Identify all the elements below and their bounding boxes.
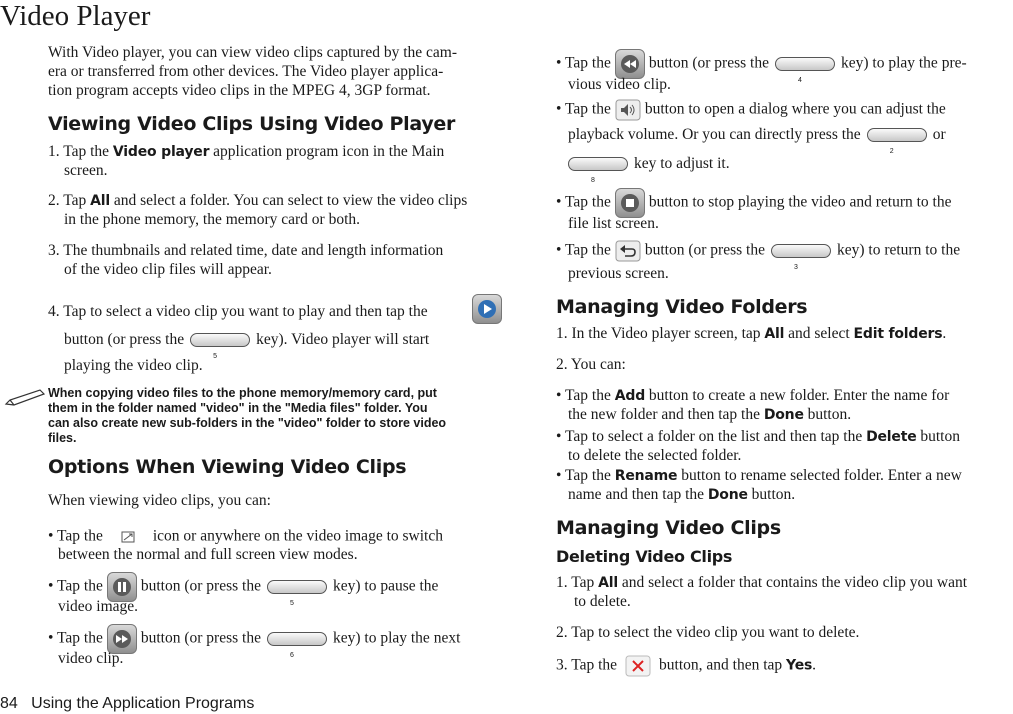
c1-pre: 1. Tap xyxy=(556,574,599,591)
page-number: 84 xyxy=(0,695,18,712)
fr-bold: Rename xyxy=(614,468,678,484)
fr2-bold: Done xyxy=(707,487,748,503)
fa2-bold: Done xyxy=(763,407,804,423)
r3-pre: • Tap the xyxy=(556,193,611,211)
key-label: 5 xyxy=(213,353,218,361)
r2-line3-post: key to adjust it. xyxy=(634,155,730,172)
key-8-icon xyxy=(568,157,628,185)
key-label: 2 xyxy=(889,148,894,156)
fd-bold: Delete xyxy=(866,429,917,445)
option-return xyxy=(556,240,961,271)
volume-icon xyxy=(615,99,641,121)
fr-post: button to rename selected folder. Enter a new xyxy=(677,467,962,484)
clips-step-1 xyxy=(556,573,967,593)
fa-bold: Add xyxy=(614,388,646,404)
note-line-1: When copying video files to the phone memory/memory card, put xyxy=(48,386,437,400)
step-3-line1: 3. The thumbnails and related time, date and length information xyxy=(48,242,444,259)
fa2-post: button. xyxy=(803,406,852,423)
key-5-icon xyxy=(267,580,327,607)
c3-end: . xyxy=(812,656,817,674)
f1-b1: All xyxy=(764,326,785,342)
intro-line-2: era or transferred from other devices. The Video player applica- xyxy=(48,63,444,80)
clips-step-2: 2. Tap to select the video clip you want to delete. xyxy=(556,624,860,641)
key-3-icon xyxy=(771,244,831,271)
fr2-pre: name and then tap the xyxy=(568,486,708,503)
fa-pre: • Tap the xyxy=(556,387,615,404)
option-return-line2: previous screen. xyxy=(568,265,669,282)
c1-bold: All xyxy=(598,575,618,591)
step-4-pre: button (or press the xyxy=(64,331,185,348)
folders-delete xyxy=(556,427,960,447)
step-2-post: and select a folder. You can select to view the video clips xyxy=(109,192,468,209)
folders-rename-line2 xyxy=(568,485,795,505)
step-4-line3: playing the video clip. xyxy=(64,357,203,374)
intro-line-3: tion program accepts video clips in the MPEG 4, 3GP format. xyxy=(48,82,431,99)
option-fullscreen-line2: between the normal and full screen view modes. xyxy=(58,546,358,563)
r4-post: key) to return to the xyxy=(836,241,961,259)
r1-pre: • Tap the xyxy=(556,54,611,72)
c1-post: and select a folder that contains the video clip you want xyxy=(617,574,968,591)
r1-mid: button (or press the xyxy=(648,54,769,72)
section-heading-options: Options When Viewing Video Clips xyxy=(48,456,407,478)
subheading-deleting: Deleting Video Clips xyxy=(556,547,733,566)
folders-rename xyxy=(556,466,962,486)
step-1-line2: screen. xyxy=(64,162,108,179)
opt3-post: key) to play the next xyxy=(332,629,461,647)
c3-pre: 3. Tap the xyxy=(556,656,618,674)
note-pencil-icon xyxy=(4,388,46,408)
r1-post: key) to play the pre- xyxy=(840,54,967,72)
intro-line-1: With Video player, you can view video clips captured by the cam- xyxy=(48,44,458,61)
play-icon xyxy=(472,294,502,324)
fa-post: button to create a new folder. Enter the name for xyxy=(645,387,950,404)
footer-text: Using the Application Programs xyxy=(31,695,255,712)
key-label: 6 xyxy=(289,652,294,659)
folders-add xyxy=(556,386,949,406)
step-1-bold: Video player xyxy=(112,144,210,160)
note-line-3: can also create new sub-folders in the "video" folder to store video xyxy=(48,416,447,430)
option-pause-line2: video image. xyxy=(58,598,139,615)
folders-step-1 xyxy=(556,324,946,344)
key-label: 8 xyxy=(591,177,595,185)
step-1 xyxy=(48,142,444,162)
r2-post: button to open a dialog where you can adjust the xyxy=(644,100,946,118)
page-footer xyxy=(0,695,254,713)
c3-bold: Yes xyxy=(786,657,813,674)
clips-step-1-line2: to delete. xyxy=(574,593,631,610)
note-line-2: them in the folder named "video" in the "Media files" folder. You xyxy=(48,401,428,415)
r3-post: button to stop playing the video and return to the xyxy=(648,193,952,211)
opt3-mid: button (or press the xyxy=(140,629,261,647)
r4-pre: • Tap the xyxy=(556,241,611,259)
fd-post: button xyxy=(916,428,960,445)
section-heading-clips: Managing Video Clips xyxy=(556,517,781,539)
key-6-icon xyxy=(267,632,327,659)
key-label: 4 xyxy=(797,77,802,84)
step-3-line2: of the video clip files will appear. xyxy=(64,261,272,278)
c3-mid: button, and then tap xyxy=(659,656,787,674)
key-label: 3 xyxy=(793,264,798,271)
f1-b2: Edit folders xyxy=(853,326,943,342)
option-next-line2: video clip. xyxy=(58,650,124,667)
key-label: 5 xyxy=(289,600,294,607)
step-4-post: key). Video player will start xyxy=(256,331,430,348)
f1-mid: and select xyxy=(784,325,854,342)
fr2-post: button. xyxy=(747,486,796,503)
opt1-post: icon or anywhere on the video image to switch xyxy=(152,527,443,545)
step-4-line2 xyxy=(64,330,430,361)
delete-icon xyxy=(625,655,651,677)
fd-pre: • Tap to select a folder on the list and then tap the xyxy=(556,428,867,445)
play-button-image xyxy=(472,294,502,324)
opt2-pre: • Tap the xyxy=(48,577,103,595)
note-line-4: files. xyxy=(48,431,77,445)
step-2-pre: 2. Tap xyxy=(48,192,91,209)
key-2-icon xyxy=(867,128,927,156)
step-1-pre: 1. Tap the xyxy=(48,143,113,160)
r2-line2-pre: playback volume. Or you can directly press the xyxy=(568,126,861,143)
folders-add-line2 xyxy=(568,405,851,425)
step-1-post: application program icon in the Main xyxy=(209,143,445,160)
f1-end: . xyxy=(942,325,947,342)
fa2-pre: the new folder and then tap the xyxy=(568,406,764,423)
key-5-icon xyxy=(190,333,250,361)
f1-pre: 1. In the Video player screen, tap xyxy=(556,325,765,342)
key-4-icon xyxy=(775,57,835,84)
option-previous-line2: vious video clip. xyxy=(568,76,671,93)
option-stop-line2: file list screen. xyxy=(568,215,659,232)
option-volume-line2 xyxy=(568,125,946,156)
step-2 xyxy=(48,191,467,211)
opt1-pre: • Tap the xyxy=(48,527,103,545)
opt2-mid: button (or press the xyxy=(140,577,261,595)
note-block xyxy=(48,386,508,446)
r2-pre: • Tap the xyxy=(556,100,611,118)
opt2-post: key) to pause the xyxy=(332,577,439,595)
opt3-pre: • Tap the xyxy=(48,629,103,647)
step-2-line2: in the phone memory, the memory card or both. xyxy=(64,211,360,228)
options-intro: When viewing video clips, you can: xyxy=(48,492,271,509)
clips-step-3 xyxy=(556,655,816,677)
option-volume xyxy=(556,99,946,121)
section-heading-viewing: Viewing Video Clips Using Video Player xyxy=(48,113,456,135)
folders-step-2: 2. You can: xyxy=(556,356,626,373)
section-heading-folders: Managing Video Folders xyxy=(556,296,808,318)
fr-pre: • Tap the xyxy=(556,467,615,484)
step-2-bold: All xyxy=(90,193,110,209)
page-title: Video Player xyxy=(0,0,151,32)
folders-delete-line2: to delete the selected folder. xyxy=(568,447,742,464)
step-4-line1: 4. Tap to select a video clip you want to play and then tap the xyxy=(48,303,428,320)
r2-or: or xyxy=(932,126,946,143)
back-icon xyxy=(615,240,641,262)
option-volume-line3 xyxy=(568,154,730,185)
r4-mid: button (or press the xyxy=(644,241,765,259)
